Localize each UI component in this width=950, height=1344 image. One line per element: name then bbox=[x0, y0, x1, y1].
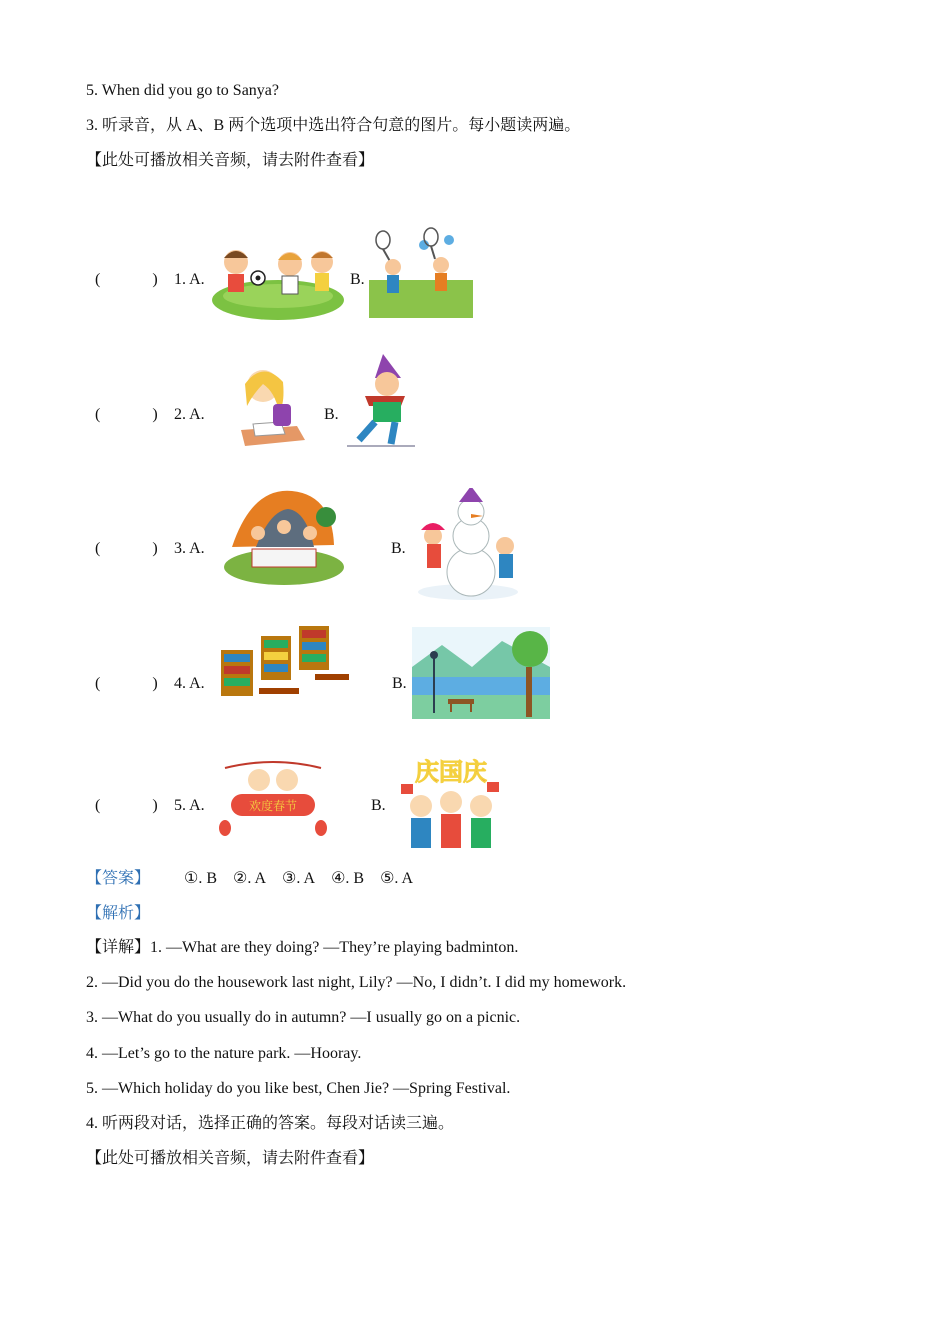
item-label: 2. A. bbox=[174, 406, 205, 423]
detail-label: 【详解】 bbox=[86, 939, 151, 956]
answer-blank[interactable]: ( ) bbox=[95, 271, 158, 288]
section-4-audio-note: 【此处可播放相关音频，请去附件查看】 bbox=[86, 1150, 375, 1167]
answer-1: ①. B bbox=[184, 870, 218, 887]
image-spring-festival bbox=[219, 758, 327, 850]
option-b-label: B. bbox=[391, 540, 406, 557]
question-item-5 bbox=[95, 752, 695, 862]
section-3-audio-note: 【此处可播放相关音频，请去附件查看】 bbox=[86, 152, 375, 169]
section-4-instruction: 4. 听两段对话，选择正确的答案。每段对话读三遍。 bbox=[86, 1115, 455, 1132]
svg-text:庆国庆: 庆国庆 bbox=[415, 758, 487, 786]
option-b-label: B. bbox=[371, 797, 386, 814]
option-b-label: B. bbox=[392, 675, 407, 692]
section-3-instruction: 3. 听录音，从 A、B 两个选项中选出符合句意的图片。每小题读两遍。 bbox=[86, 117, 581, 134]
answer-blank[interactable]: ( ) bbox=[95, 797, 158, 814]
analysis-line-4: 4. —Let’s go to the nature park. —Hooray. bbox=[86, 1045, 362, 1062]
answer-4: ④. B bbox=[331, 870, 365, 887]
analysis-line-2: 2. —Did you do the housework last night, Lily? —No, I didn’t. I did my homework. bbox=[86, 974, 627, 991]
analysis-detail-line-1: 【详解】1. —What are they doing? —They’re playing badminton. bbox=[86, 939, 519, 956]
image-girl-doing-homework bbox=[235, 354, 305, 451]
item-label: 3. A. bbox=[174, 540, 205, 557]
answer-label: 【答案】 bbox=[86, 870, 151, 887]
image-kids-playing-football bbox=[212, 230, 345, 320]
answer-blank[interactable]: ( ) bbox=[95, 406, 158, 423]
analysis-line-3: 3. —What do you usually do in autumn? —I usually go on a picnic. bbox=[86, 1009, 521, 1026]
question-item-3 bbox=[95, 495, 695, 605]
image-kids-playing-badminton bbox=[369, 225, 473, 318]
question-item-2 bbox=[95, 360, 695, 470]
image-kids-making-snowman bbox=[415, 488, 521, 601]
option-b-label: B. bbox=[324, 406, 339, 423]
item-label: 1. A. bbox=[174, 271, 205, 288]
answer-5: ⑤. A bbox=[380, 870, 414, 887]
analysis-label: 【解析】 bbox=[86, 905, 151, 922]
answer-blank[interactable]: ( ) bbox=[95, 675, 158, 692]
question-item-1 bbox=[95, 225, 695, 335]
answer-3: ③. A bbox=[282, 870, 316, 887]
answer-2: ②. A bbox=[233, 870, 267, 887]
svg-text:欢度春节: 欢度春节 bbox=[248, 799, 298, 813]
option-b-label: B. bbox=[350, 271, 365, 288]
image-boy-skating bbox=[345, 352, 419, 452]
question-5-sanya: 5. When did you go to Sanya? bbox=[86, 82, 280, 99]
image-library bbox=[219, 622, 351, 710]
analysis-line-5: 5. —Which holiday do you like best, Chen Jie? —Spring Festival. bbox=[86, 1080, 511, 1097]
item-label: 5. A. bbox=[174, 797, 205, 814]
image-national-day bbox=[395, 756, 507, 852]
image-family-picnic bbox=[222, 487, 346, 587]
item-label: 4. A. bbox=[174, 675, 205, 692]
answer-blank[interactable]: ( ) bbox=[95, 540, 158, 557]
answer-line bbox=[86, 869, 429, 889]
question-item-4 bbox=[95, 630, 695, 740]
image-nature-park bbox=[412, 627, 550, 719]
